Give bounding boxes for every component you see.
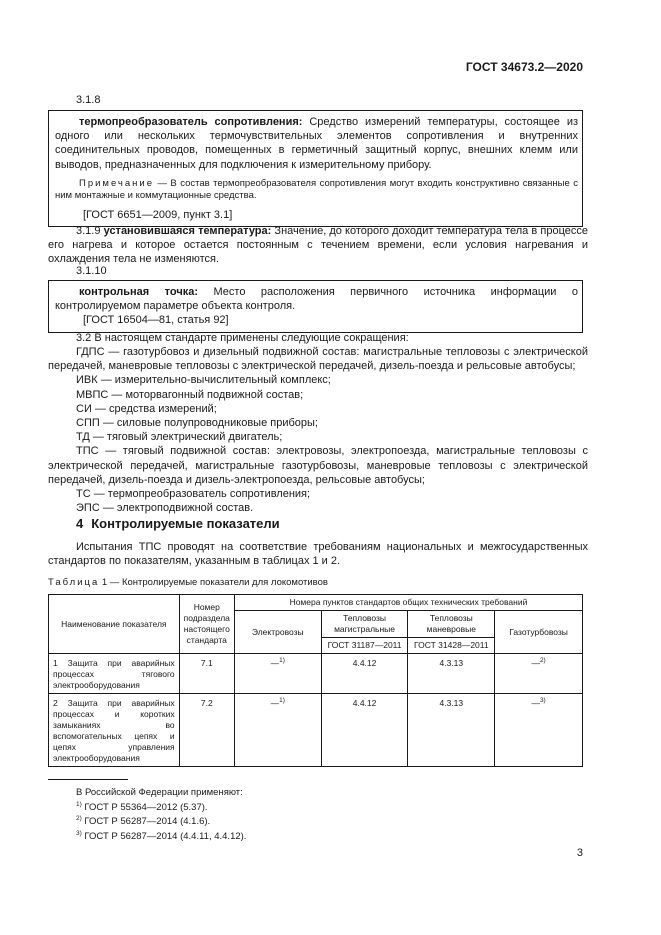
- cell-electric: [234, 654, 321, 694]
- clause-number-3-1-8: 3.1.8: [76, 94, 101, 106]
- header-electric: Электровозы: [234, 611, 321, 654]
- header-indicator: Наименование показателя: [49, 595, 180, 654]
- definition-text: Место расположения первичного источника информации о контролируемом параметре объекта контроля.: [55, 286, 578, 313]
- footnote-text: ГОСТ Р 56287—2014 (4.1.6).: [81, 816, 211, 827]
- table-row: [49, 654, 583, 694]
- cell-gasturbine: [495, 654, 583, 694]
- clause-3-1-9: [48, 224, 588, 267]
- footnote-ref: 3): [539, 697, 546, 704]
- definition-text: Значение, до которого доходит температура тела в процессе его нагрева и которое остается постоянным с течением времени, если условия нагревания и охлаждения тела не изменяются.: [48, 225, 588, 266]
- definition-box-3-1-8: [48, 110, 583, 227]
- table-caption-label: Таблица: [48, 577, 100, 588]
- table-caption: [48, 577, 328, 588]
- abbreviation-item: СПП — силовые полупроводниковые приборы;: [76, 417, 318, 430]
- footnotes-intro: В Российской Федерации применяют:: [76, 787, 243, 798]
- header-gost-shunting: ГОСТ 31428—2011: [408, 638, 495, 654]
- cell-shunting: 4.3.13: [408, 694, 495, 767]
- abbreviation-item: ТС — термопреобразователь сопротивления;: [76, 488, 311, 501]
- clause-number: 3.1.9: [76, 225, 101, 237]
- page-number: 3: [576, 847, 583, 859]
- abbreviation-item: СИ — средства измерений;: [76, 402, 217, 415]
- definition-note: [55, 178, 578, 203]
- cell-electric-value: —: [270, 658, 280, 668]
- definition-text: Средство измерений температуры, состоящее из одного или нескольких термочувствительных элементов сопротивления и внутренних соединительных проводов, помещенных в герметичный защитный корпус, внешних клемм или выводов, предназначенных для подключения к измерительному прибору.: [55, 116, 579, 171]
- abbreviations-intro: 3.2 В настоящем стандарте применены следующие сокращения:: [76, 332, 409, 344]
- header-shunting: Тепловозы маневровые: [408, 611, 495, 638]
- header-subsection: Номер подраздела настоящего стандарта: [179, 595, 234, 654]
- indicators-table: [48, 594, 583, 767]
- document-header: ГОСТ 34673.2—2020: [465, 60, 583, 74]
- abbreviation-item: МВПС — моторвагонный подвижной состав;: [76, 388, 304, 401]
- footnote-text: ГОСТ Р 55364—2012 (5.37).: [81, 801, 208, 813]
- cell-shunting: 4.3.13: [408, 654, 495, 694]
- cell-mainline: 4.4.12: [321, 654, 408, 694]
- term: термопреобразователь сопротивления:: [79, 116, 303, 128]
- definition-box-3-1-10: [48, 280, 583, 333]
- cell-electric-value: —: [270, 698, 280, 708]
- abbreviation-item: ТД — тяговый электрический двигатель;: [76, 431, 283, 444]
- cell-indicator: 1 Защита при аварийных процессах тягового электрооборудования: [49, 654, 180, 694]
- term: установившаяся температура:: [103, 225, 272, 237]
- cell-subsection: 7.1: [179, 654, 234, 694]
- abbreviation-item: ИВК — измерительно-вычислительный комплекс;: [76, 374, 331, 387]
- clause-number-3-1-10: 3.1.10: [76, 265, 107, 277]
- abbreviations-list: [48, 345, 588, 515]
- section-heading: Контролируемые показатели: [91, 516, 280, 531]
- cell-gasturbine-value: —: [531, 658, 540, 668]
- term: контрольная точка:: [79, 286, 199, 298]
- abbreviation-item: ГДПС — газотурбовоз и дизельный подвижной состав: магистральные тепловозы с электрической передачей, маневровые тепловозы с электрической передачей, дизель-поезда и рельсовые автобусы;: [48, 346, 588, 373]
- section-title: [76, 516, 280, 531]
- footnote-ref: 1): [279, 697, 285, 704]
- cell-electric: [234, 694, 321, 767]
- footnotes: [76, 786, 246, 844]
- note-text: — В состав термопреобразователя сопротивления могут входить конструктивно связанные с ним монтажные и коммутационные средства.: [55, 177, 578, 202]
- header-gasturbine: Газотурбовозы: [495, 611, 583, 654]
- abbreviation-item: ЭПС — электроподвижной состав.: [76, 502, 254, 515]
- footnote-text: ГОСТ Р 56287—2014 (4.4.11, 4.4.12).: [81, 830, 247, 842]
- footnote-item: [76, 830, 246, 844]
- section-number: 4: [76, 516, 84, 531]
- footnote-mark: 2): [76, 815, 82, 822]
- header-group: Номера пунктов стандартов общих технических требований: [234, 595, 582, 611]
- cell-gasturbine: [495, 694, 583, 767]
- footnote-divider: [48, 779, 128, 780]
- footnote-ref: 1): [279, 657, 285, 664]
- cell-indicator: 2 Защита при аварийных процессах и коротких замыканиях во вспомогательных цепях и цепях управления электрооборудования: [49, 694, 180, 767]
- table-row: [49, 694, 583, 767]
- definition-source: [ГОСТ 16504—81, статья 92]: [83, 314, 229, 327]
- definition-paragraph: [55, 115, 578, 172]
- footnote-mark: 1): [76, 800, 82, 808]
- note-label: Примечание: [79, 177, 154, 189]
- cell-subsection: 7.2: [179, 694, 234, 767]
- section-intro: Испытания ТПС проводят на соответствие требованиям национальных и межгосударственных стандартов по показателям, указанным в таблицах 1 и 2.: [48, 541, 588, 568]
- cell-gasturbine-value: —: [531, 698, 540, 708]
- footnote-mark: 3): [76, 829, 82, 837]
- header-mainline: Тепловозы магистральные: [321, 611, 408, 638]
- footnote-ref: 2): [539, 657, 546, 664]
- table-caption-text: 1 — Контролируемые показатели для локомотивов: [99, 577, 328, 588]
- footnote-item: [76, 801, 246, 815]
- header-gost-mainline: ГОСТ 31187—2011: [321, 638, 408, 654]
- footnote-item: [76, 815, 246, 829]
- definition-source: [ГОСТ 6651—2009, пункт 3.1]: [83, 208, 233, 221]
- definition-paragraph: [55, 285, 578, 313]
- cell-mainline: 4.4.12: [321, 694, 408, 767]
- abbreviation-item: ТПС — тяговый подвижной состав: электровозы, электропоезда, магистральные тепловозы с электрической передачей, магистральные газотурбовозы, маневровые тепловозы с электрической передачей, дизель-поезда и дизель-электропоезда, рельсовые автобусы;: [48, 445, 588, 486]
